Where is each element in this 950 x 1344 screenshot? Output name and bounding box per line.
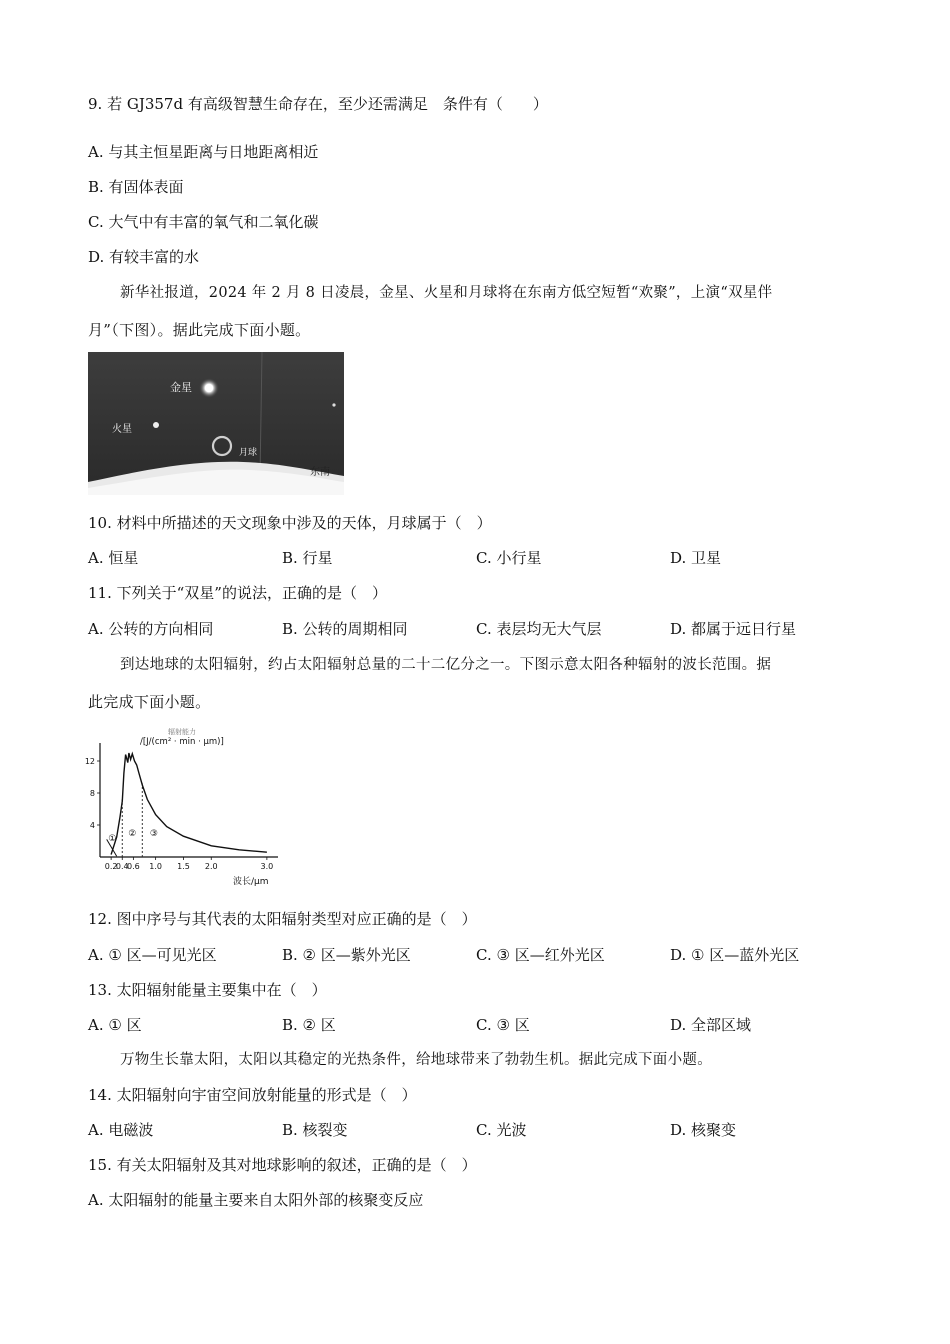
- q12-option-a: A. ① 区—可见光区: [88, 946, 217, 964]
- q12-option-c: C. ③ 区—红外光区: [476, 946, 605, 964]
- q13-option-c: C. ③ 区: [476, 1016, 530, 1034]
- q11-option-b: B. 公转的周期相同: [282, 620, 408, 638]
- venus-label: 金星: [170, 381, 192, 394]
- q9-option-c: C. 大气中有丰富的氧气和二氧化碳: [88, 213, 319, 231]
- material-2-line-1: 到达地球的太阳辐射，约占太阳辐射总量的二十二亿分之一。下图示意太阳各种辐射的波长范围。据: [120, 657, 772, 673]
- q12-option-d: D. ① 区—蓝外光区: [670, 946, 800, 964]
- q13-option-b: B. ② 区: [282, 1016, 336, 1034]
- moon-label: 月球: [239, 448, 258, 458]
- region-label-1: ①: [108, 834, 117, 844]
- q14-option-b: B. 核裂变: [282, 1121, 348, 1139]
- q9-option-a: A. 与其主恒星距离与日地距离相近: [88, 143, 319, 161]
- q13-option-d: D. 全部区域: [670, 1016, 752, 1034]
- region-label-2: ②: [128, 829, 137, 840]
- q10-option-d: D. 卫星: [670, 549, 722, 567]
- mars-point: [153, 422, 159, 428]
- material-1-line-2: 月”（下图）。据此完成下面小题。: [88, 321, 311, 339]
- question-9-stem: 9. 若 GJ357d 有高级智慧生命存在，至少还需满足 条件有（ ）: [88, 95, 548, 113]
- y-tick-label-0: 4: [89, 821, 95, 830]
- question-12-stem: 12. 图中序号与其代表的太阳辐射类型对应正确的是（ ）: [88, 910, 477, 928]
- q11-option-c: C. 表层均无大气层: [476, 620, 602, 638]
- mars-label: 火星: [112, 424, 132, 435]
- q10-option-b: B. 行星: [282, 549, 333, 567]
- question-14-stem: 14. 太阳辐射向宇宙空间放射能量的形式是（ ）: [88, 1086, 417, 1104]
- q14-option-a: A. 电磁波: [88, 1121, 154, 1139]
- radiation-curve: [111, 753, 267, 855]
- question-13-stem: 13. 太阳辐射能量主要集中在（ ）: [88, 981, 327, 999]
- q15-option-a: A. 太阳辐射的能量主要来自太阳外部的核聚变反应: [88, 1191, 424, 1209]
- x-tick-label-2: 0.6: [127, 862, 140, 871]
- x-axis-title: 波长/μm: [233, 877, 269, 887]
- question-11-stem: 11. 下列关于“双星”的说法，正确的是（ ）: [88, 584, 387, 602]
- q14-option-d: D. 核聚变: [670, 1121, 737, 1139]
- x-tick-label-6: 3.0: [260, 862, 274, 871]
- y-tick-label-2: 12: [84, 757, 95, 766]
- night-sky-photo: [88, 352, 344, 495]
- q12-option-b: B. ② 区—紫外光区: [282, 946, 411, 964]
- q10-option-a: A. 恒星: [88, 549, 139, 567]
- q11-option-a: A. 公转的方向相同: [88, 620, 214, 638]
- region-label-3: ③: [149, 829, 158, 840]
- q9-option-b: B. 有固体表面: [88, 178, 184, 196]
- y-axis-title-top: 辐射能力: [168, 728, 196, 736]
- q14-option-c: C. 光波: [476, 1121, 527, 1139]
- y-tick-label-1: 8: [89, 789, 95, 798]
- y-axis-title: /[J/(cm² · min · μm)]: [140, 737, 224, 747]
- material-3-line-1: 万物生长靠太阳，太阳以其稳定的光热条件，给地球带来了勃勃生机。据此完成下面小题。: [120, 1052, 712, 1068]
- solar-radiation-chart: [84, 724, 293, 888]
- material-2-line-2: 此完成下面小题。: [88, 693, 211, 711]
- x-tick-label-0: 0.2: [104, 862, 118, 871]
- q10-option-c: C. 小行星: [476, 549, 542, 567]
- direction-label: 东南: [310, 467, 330, 478]
- x-tick-label-5: 2.0: [204, 862, 218, 871]
- q11-option-d: D. 都属于远日行星: [670, 620, 797, 638]
- material-1-line-1: 新华社报道，2024 年 2 月 8 日凌晨，金星、火星和月球将在东南方低空短暂“欢聚”，上演“双星伴: [120, 285, 773, 301]
- q9-option-d: D. 有较丰富的水: [88, 248, 200, 266]
- question-10-stem: 10. 材料中所描述的天文现象中涉及的天体，月球属于（ ）: [88, 514, 492, 532]
- x-tick-label-1: 0.4: [115, 862, 129, 871]
- q13-option-a: A. ① 区: [88, 1016, 142, 1034]
- x-tick-label-3: 1.0: [149, 862, 162, 871]
- x-tick-label-4: 1.5: [177, 862, 190, 871]
- question-15-stem: 15. 有关太阳辐射及其对地球影响的叙述，正确的是（ ）: [88, 1156, 477, 1174]
